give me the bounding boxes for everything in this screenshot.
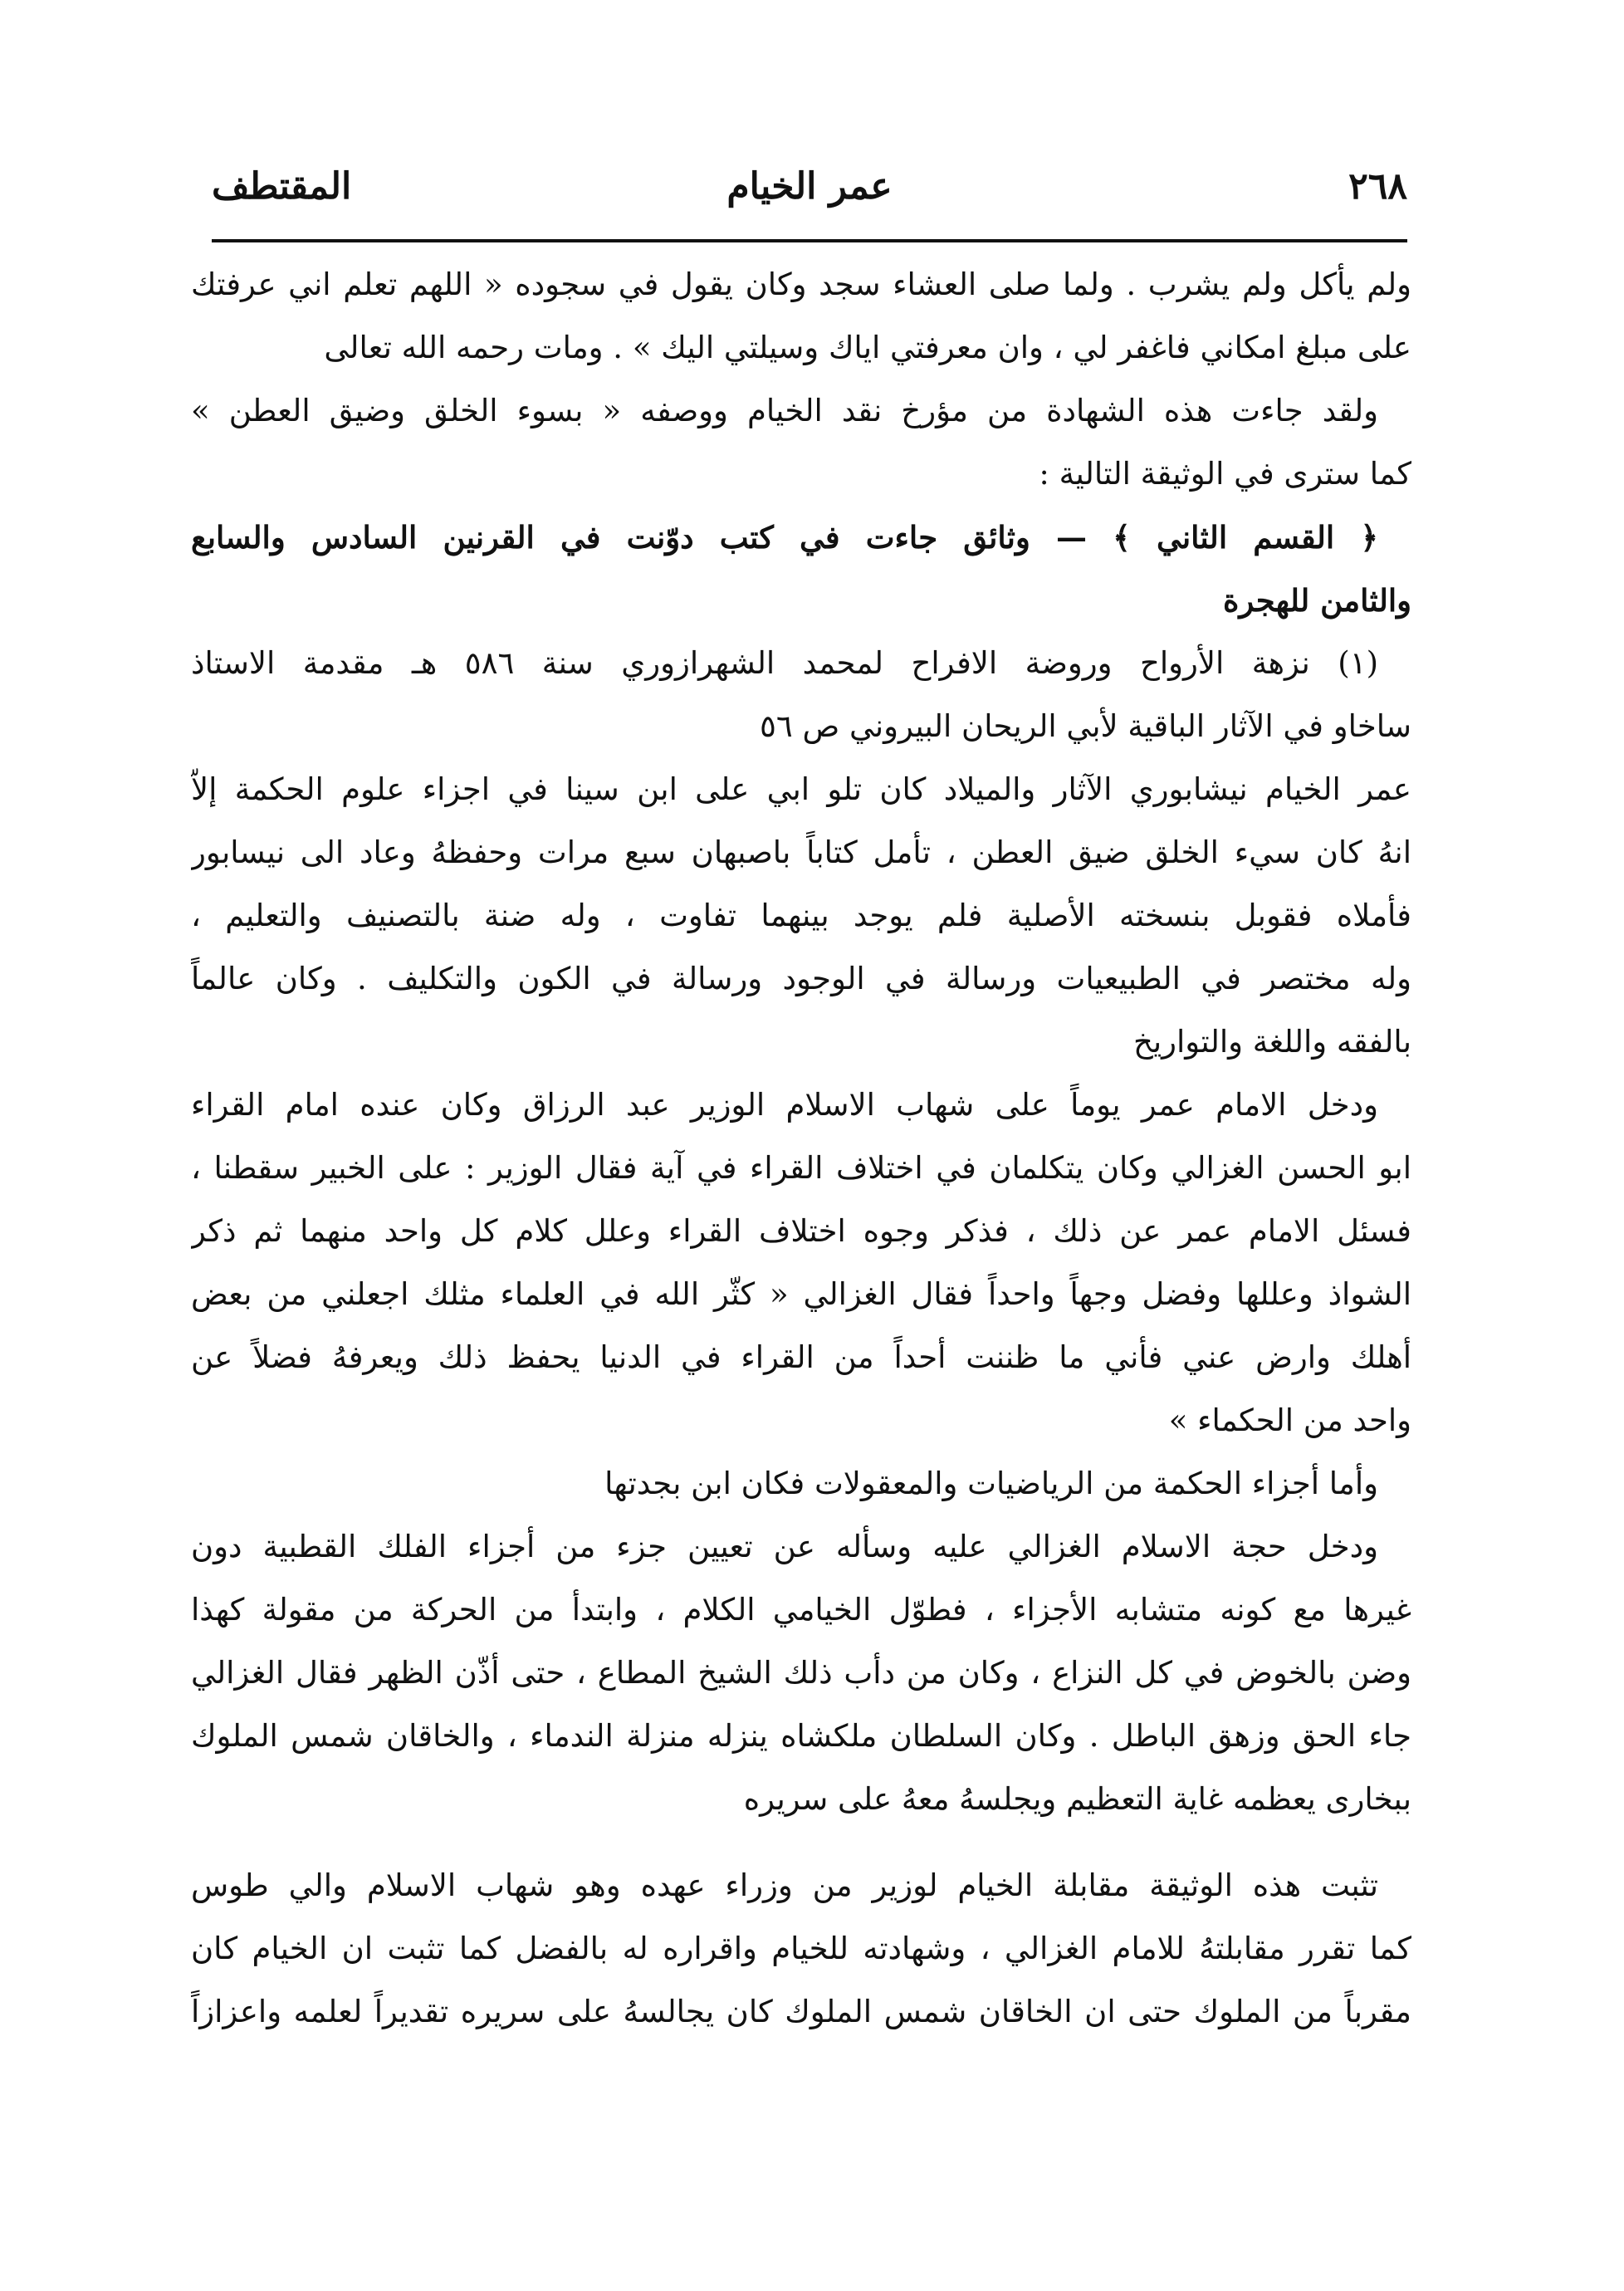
text-line: ولقد جاءت هذه الشهادة من مؤرخ نقد الخيام ووصفه « بسوء الخلق وضيق العطن » <box>191 393 1378 428</box>
text-line: عمر الخيام نيشابوري الآثار والميلاد كان تلو ابي على ابن سينا في اجزاء علوم الحكمة إلاّ <box>191 771 1411 807</box>
section-heading: ﴿ القسم الثاني ﴾ — وثائق جاءت في كتب دوّنت في القرنين السادس والسابع <box>191 519 1378 556</box>
text-line: ببخارى يعظمه غاية التعظيم ويجلسهُ معهُ على سريره <box>743 1781 1411 1817</box>
text-line: أهلك وارض عني فأني ما ظننت أحداً من القراء في الدنيا يحفظ ذلك ويعرفهُ فضلاً عن <box>191 1339 1411 1375</box>
journal-name: المقتطف <box>212 165 352 208</box>
header-rule <box>212 239 1407 242</box>
text-line: كما تقرر مقابلتهُ للامام الغزالي ، وشهادته للخيام واقراره له بالفضل كما تثبت ان الخيام كان <box>191 1931 1411 1966</box>
page-number: ٢٦٨ <box>1348 165 1407 208</box>
source-citation-cont: ساخاو في الآثار الباقية لأبي الريحان البيروني ص ٥٦ <box>759 708 1411 744</box>
source-citation: (١) نزهة الأرواح وروضة الافراح لمحمد الشهرازوري سنة ٥٨٦ هـ مقدمة الاستاذ <box>191 645 1378 681</box>
section-heading-cont: والثامن للهجرة <box>1223 582 1411 619</box>
page-header <box>212 154 1407 228</box>
text-line: الشواذ وعللها وفضل وجهاً واحداً فقال الغزالي « كثّر الله في العلماء مثلك اجعلني من بعض <box>191 1276 1411 1312</box>
paragraph-gap <box>191 1831 1411 1854</box>
text-line: تثبت هذه الوثيقة مقابلة الخيام لوزير من وزراء عهده وهو شهاب الاسلام والي طوس <box>191 1868 1378 1903</box>
text-line: كما سترى في الوثيقة التالية : <box>1039 456 1411 492</box>
text-line: غيرها مع كونه متشابه الأجزاء ، فطوّل الخيامي الكلام ، وابتدأ من الحركة من مقولة كهذا <box>191 1592 1411 1628</box>
text-line: انهُ كان سيء الخلق ضيق العطن ، تأمل كتاباً باصبهان سبع مرات وحفظهُ وعاد الى نيسابور <box>191 835 1411 870</box>
text-line: مقرباً من الملوك حتى ان الخاقان شمس الملوك كان يجالسهُ على سريره تقديراً لعلمه واعزازاً <box>191 1994 1411 2029</box>
text-line: فأملاه فقوبل بنسخته الأصلية فلم يوجد بينهما تفاوت ، وله ضنة بالتصنيف والتعليم ، <box>191 898 1411 933</box>
text-line: وأما أجزاء الحكمة من الرياضيات والمعقولات فكان ابن بجدتها <box>604 1466 1378 1501</box>
running-title: عمر الخيام <box>726 165 893 208</box>
text-line: بالفقه واللغة والتواريخ <box>1132 1024 1411 1060</box>
text-line: ودخل الامام عمر يوماً على شهاب الاسلام الوزير عبد الرزاق وكان عنده امام القراء <box>191 1087 1378 1123</box>
text-line: على مبلغ امكاني فاغفر لي ، وان معرفتي اياك وسيلتي اليك » . ومات رحمه الله تعالى <box>324 330 1411 365</box>
text-line: ابو الحسن الغزالي وكان يتكلمان في اختلاف القراء في آية فقال الوزير : على الخبير سقطنا ، <box>191 1150 1411 1186</box>
text-line: جاء الحق وزهق الباطل . وكان السلطان ملكشاه ينزله منزلة الندماء ، والخاقان شمس الملوك <box>191 1718 1411 1754</box>
text-line: ودخل حجة الاسلام الغزالي عليه وسأله عن تعيين جزء من أجزاء الفلك القطبية دون <box>191 1529 1378 1564</box>
text-line: وله مختصر في الطبيعيات ورسالة في الوجود ورسالة في الكون والتكليف . وكان عالماً <box>191 961 1411 996</box>
text-line: فسئل الامام عمر عن ذلك ، فذكر وجوه اختلاف القراء وعلل كلام كل واحد منهما ثم ذكر <box>191 1213 1411 1249</box>
body-text <box>191 253 1411 2044</box>
text-line: واحد من الحكماء » <box>1168 1403 1411 1438</box>
text-line: وضن بالخوض في كل النزاع ، وكان من دأب ذلك الشيخ المطاع ، حتى أذّن الظهر فقال الغزالي <box>191 1655 1411 1691</box>
text-line: ولم يأكل ولم يشرب . ولما صلى العشاء سجد وكان يقول في سجوده « اللهم تعلم اني عرفتك <box>191 267 1411 302</box>
